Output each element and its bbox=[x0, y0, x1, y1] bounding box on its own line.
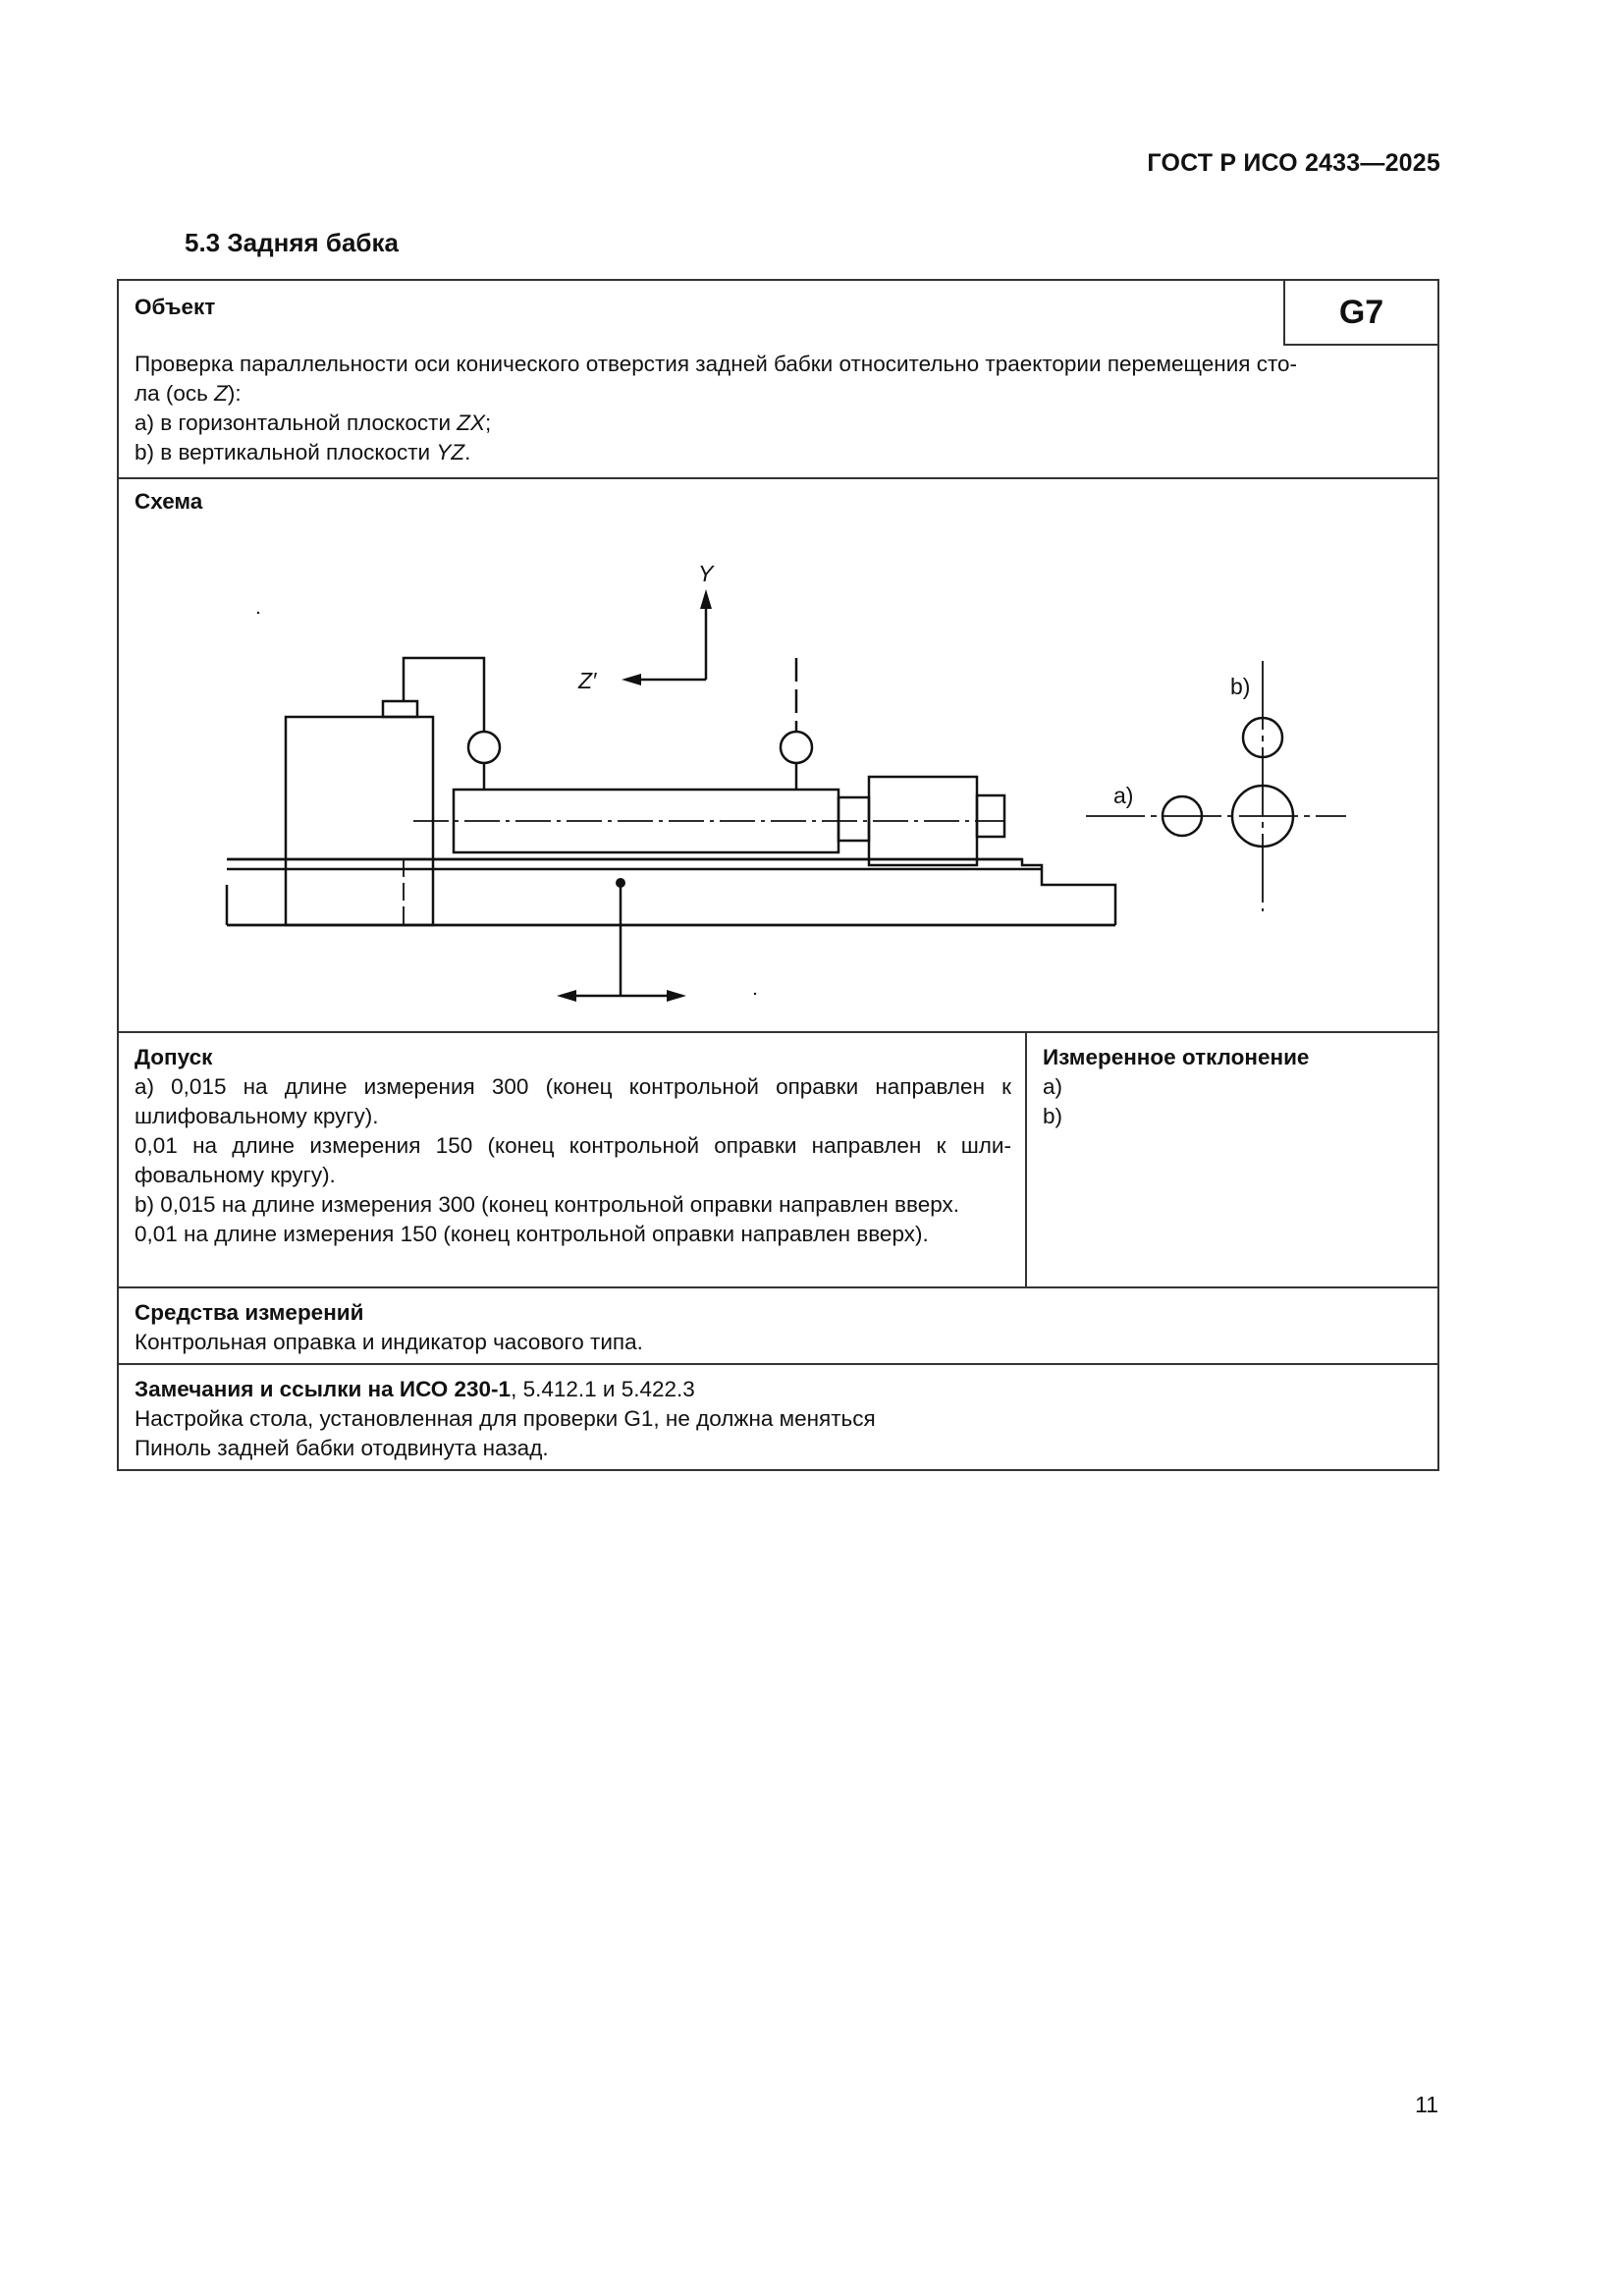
axis-y-label: Y bbox=[698, 561, 714, 586]
schema-label: Схема bbox=[135, 489, 203, 514]
test-card bbox=[117, 279, 1439, 1471]
object-label: Объект bbox=[135, 295, 216, 319]
instruments-section bbox=[119, 1286, 1437, 1363]
object-item-a bbox=[135, 409, 1422, 438]
tolerance-section bbox=[119, 1031, 1437, 1286]
schema-section bbox=[119, 477, 1437, 1031]
axis-z-arrow bbox=[622, 674, 641, 685]
object-description bbox=[119, 281, 1437, 477]
notes-heading bbox=[135, 1375, 1422, 1404]
measured-column bbox=[1027, 1033, 1437, 1286]
instruments-text: Контрольная оправка и индикатор часового типа. bbox=[135, 1330, 643, 1354]
tailstock-body bbox=[286, 717, 433, 925]
spindle-stub bbox=[839, 797, 869, 841]
object-item-b-plane: YZ bbox=[436, 440, 465, 465]
bed-outline bbox=[227, 859, 1115, 925]
stray-dot-2 bbox=[754, 993, 756, 995]
measured-label: Измеренное отклонение bbox=[1043, 1045, 1310, 1069]
movement-dot bbox=[616, 878, 625, 888]
dial-indicator-left bbox=[468, 732, 500, 763]
object-item-a-text: a) в горизонтальной плоскости bbox=[135, 410, 458, 435]
object-axis: Z bbox=[214, 381, 228, 406]
tolerance-column bbox=[119, 1033, 1027, 1286]
object-item-b-text: b) в вертикальной плоскости bbox=[135, 440, 437, 465]
tolerance-line-2: 0,01 на длине измерения 150 (конец контрольной оправки направлен к шли- фовальному кругу). bbox=[135, 1133, 1011, 1187]
object-item-b bbox=[135, 438, 1422, 467]
stray-dot-1 bbox=[257, 612, 259, 614]
view-b-label: b) bbox=[1230, 674, 1251, 699]
object-item-a-plane: ZX bbox=[457, 410, 486, 435]
indicator-bracket bbox=[404, 658, 484, 732]
dial-indicator-right bbox=[781, 732, 812, 763]
page-number: 11 bbox=[1415, 2092, 1438, 2117]
tolerance-line-4: 0,01 на длине измерения 150 (конец контрольной оправки направлен вверх). bbox=[135, 1222, 929, 1246]
axis-z-label: Z′ bbox=[578, 668, 597, 693]
tailstock-top-block bbox=[383, 701, 417, 717]
headstock-nose bbox=[977, 795, 1004, 837]
test-code: G7 bbox=[1283, 281, 1437, 346]
object-section bbox=[119, 281, 1437, 477]
movement-arrow-right bbox=[667, 990, 686, 1002]
tolerance-line-1: a) 0,015 на длине измерения 300 (конец контрольной оправки направлен к шлифовальному кругу). bbox=[135, 1074, 1011, 1128]
object-item-b-post: . bbox=[464, 440, 471, 465]
object-line-2-post: ): bbox=[227, 381, 242, 406]
notes-line-1: Настройка стола, установленная для проверки G1, не должна меняться bbox=[135, 1406, 876, 1431]
object-item-a-post: ; bbox=[485, 410, 492, 435]
notes-line-2: Пиноль задней бабки отодвинута назад. bbox=[135, 1436, 549, 1460]
tolerance-line-3: b) 0,015 на длине измерения 300 (конец контрольной оправки направлен вверх. bbox=[135, 1192, 959, 1217]
notes-label: Замечания и ссылки на ИСО 230-1 bbox=[135, 1377, 512, 1401]
axis-y-arrow bbox=[700, 589, 712, 609]
object-line-1: Проверка параллельности оси конического отверстия задней бабки относительно траектории перемещения сто- bbox=[135, 352, 1298, 376]
tolerance-label: Допуск bbox=[135, 1045, 213, 1069]
measured-a: a) bbox=[1043, 1074, 1063, 1099]
measured-b: b) bbox=[1043, 1104, 1063, 1128]
view-a-label: a) bbox=[1113, 783, 1134, 808]
section-title: 5.3 Задняя бабка bbox=[185, 228, 399, 257]
object-line-2 bbox=[135, 379, 1422, 409]
schema-diagram bbox=[119, 479, 1437, 1031]
document-id: ГОСТ Р ИСО 2433—2025 bbox=[1147, 149, 1440, 177]
object-line-2-pre: ла (ось bbox=[135, 381, 215, 406]
instruments-label: Средства измерений bbox=[135, 1300, 364, 1325]
notes-refs: , 5.412.1 и 5.422.3 bbox=[511, 1377, 695, 1401]
notes-section bbox=[119, 1363, 1437, 1469]
movement-arrow-left bbox=[557, 990, 576, 1002]
